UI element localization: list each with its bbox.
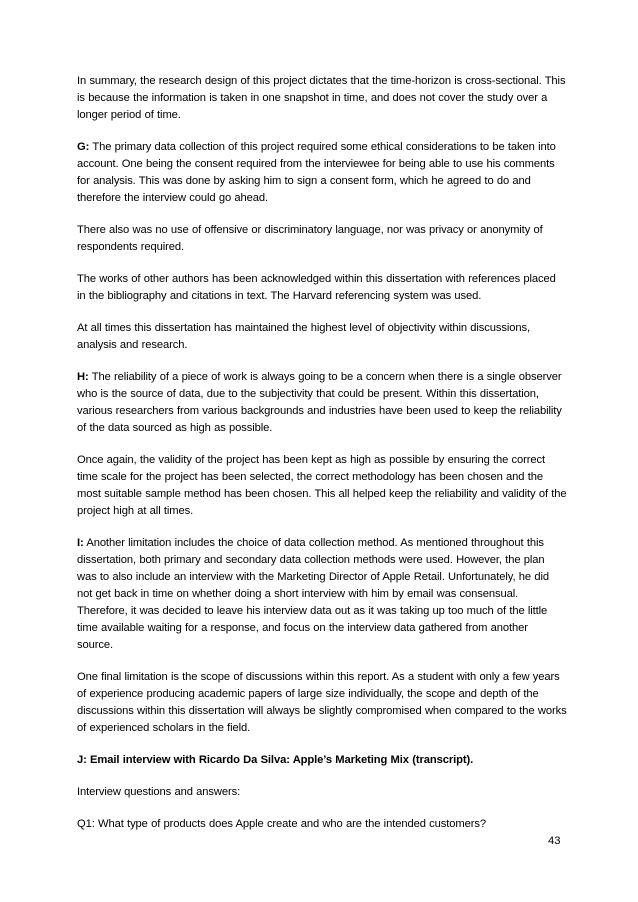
paragraph-text: The primary data collection of this project required some ethical considerations to be taken into account. One being the consent required from the interviewee for being able to use his comments for analysis. This was done by asking him to sign a consent form, which he agreed to do and therefore the interview could go ahead. (77, 141, 556, 204)
paragraph-text: The reliability of a piece of work is always going to be a concern when there is a single observer who is the source of data, due to the subjectivity that could be present. Within this dissertation, various researchers from various backgrounds and industries have been used to keep the reliability of the data sourced as high as possible. (77, 371, 562, 434)
paragraph-text: Another limitation includes the choice of data collection method. As mentioned throughout this dissertation, both primary and secondary data collection methods were used. However, the plan was to also include an interview with the Marketing Director of Apple Retail. Unfortunately, he did not get back in time on whether doing a short interview with him by email was consensual. Therefore, it was decided to leave his interview data out as it was taking up too much of the little time available waiting for a response, and focus on the interview data gathered from another source. (77, 537, 549, 651)
paragraph-text: One final limitation is the scope of discussions within this report. As a student with only a few years of experience producing academic papers of large size individually, the scope and depth of the discussions within this dissertation will always be slightly compromised when compared to the works of experienced scholars in the field. (77, 671, 567, 734)
paragraph-h-reliability (77, 369, 567, 437)
paragraph-text: There also was no use of offensive or discriminatory language, nor was privacy or anonymity of respondents required. (77, 224, 543, 253)
section-heading-j: J: Email interview with Ricardo Da Silva: Apple’s Marketing Mix (transcript). (77, 754, 474, 766)
paragraph-i-limitation (77, 535, 567, 654)
paragraph-objectivity (77, 320, 567, 354)
interview-subheading: Interview questions and answers: (77, 786, 241, 798)
paragraph-validity (77, 452, 567, 520)
paragraph-references (77, 271, 567, 305)
section-label-i: I: (77, 537, 84, 549)
paragraph-g-ethics (77, 139, 567, 207)
paragraph-text: In summary, the research design of this project dictates that the time-horizon is cross-sectional. This is because the information is taken in one snapshot in time, and does not cover the study over a longer period of time. (77, 75, 566, 121)
page-body (77, 73, 567, 848)
paragraph-text: At all times this dissertation has maintained the highest level of objectivity within discussions, analysis and research. (77, 322, 531, 351)
page-number: 43 (548, 835, 561, 847)
section-label-h: H: (77, 371, 89, 383)
interview-question-1: Q1: What type of products does Apple create and who are the intended customers? (77, 818, 486, 830)
paragraph-summary (77, 73, 567, 124)
paragraph-language (77, 222, 567, 256)
paragraph-text: Once again, the validity of the project has been kept as high as possible by ensuring the correct time scale for the project has been selected, the correct methodology has been chosen and the most suitable sample method has been chosen. This all helped keep the reliability and validity of the project high at all times. (77, 454, 567, 517)
paragraph-final-limitation (77, 669, 567, 737)
section-label-g: G: (77, 141, 90, 153)
paragraph-text: The works of other authors has been acknowledged within this dissertation with references placed in the bibliography and citations in text. The Harvard referencing system was used. (77, 273, 556, 302)
